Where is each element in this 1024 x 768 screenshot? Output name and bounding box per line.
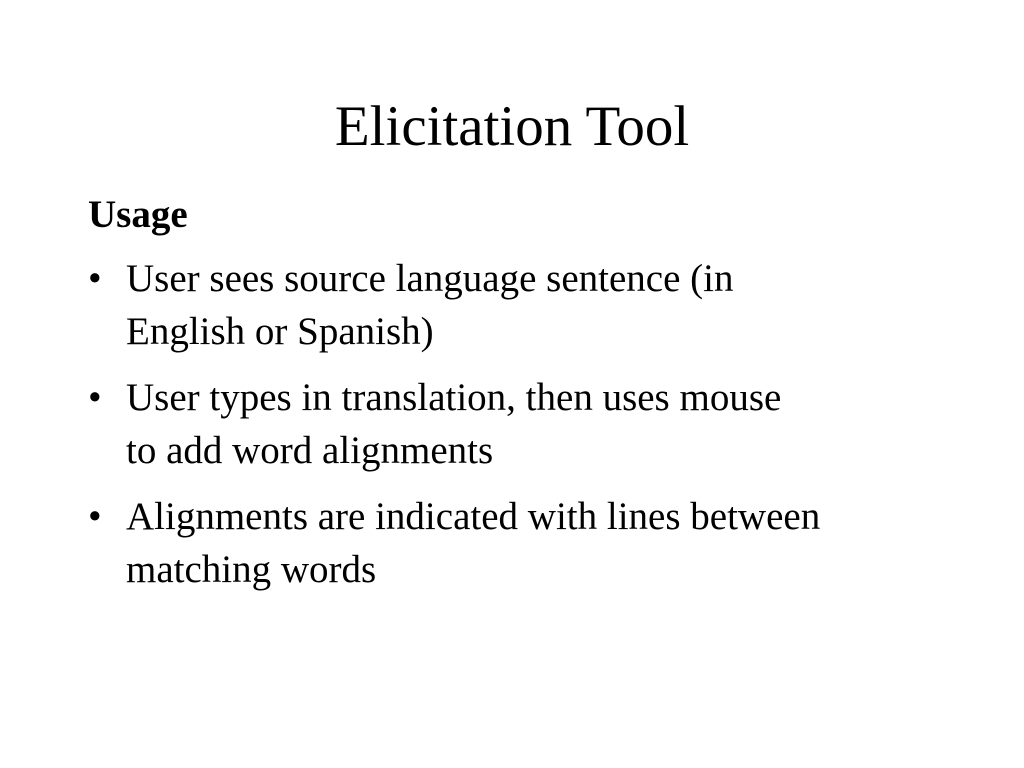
bullet-line: User types in translation, then uses mouse [126,376,782,419]
slide-title: Elicitation Tool [334,95,690,158]
bullet-line: to add word alignments [126,429,494,472]
bullet-item [88,252,986,358]
bullet-text [126,490,986,596]
bullet-text [126,371,986,477]
bullet-text [126,252,986,358]
bullet-item [88,490,986,596]
bullet-icon: • [88,257,102,300]
bullet-line: Alignments are indicated with lines between [126,495,821,538]
bullet-line: matching words [126,548,377,591]
bullet-icon: • [88,376,102,419]
bullet-line: English or Spanish) [126,310,434,353]
section-heading: Usage [88,193,188,236]
slide-content [88,192,968,609]
bullet-item [88,371,986,477]
bullet-line: User sees source language sentence (in [126,257,734,300]
bullet-list [88,252,968,596]
bullet-icon: • [88,495,102,538]
